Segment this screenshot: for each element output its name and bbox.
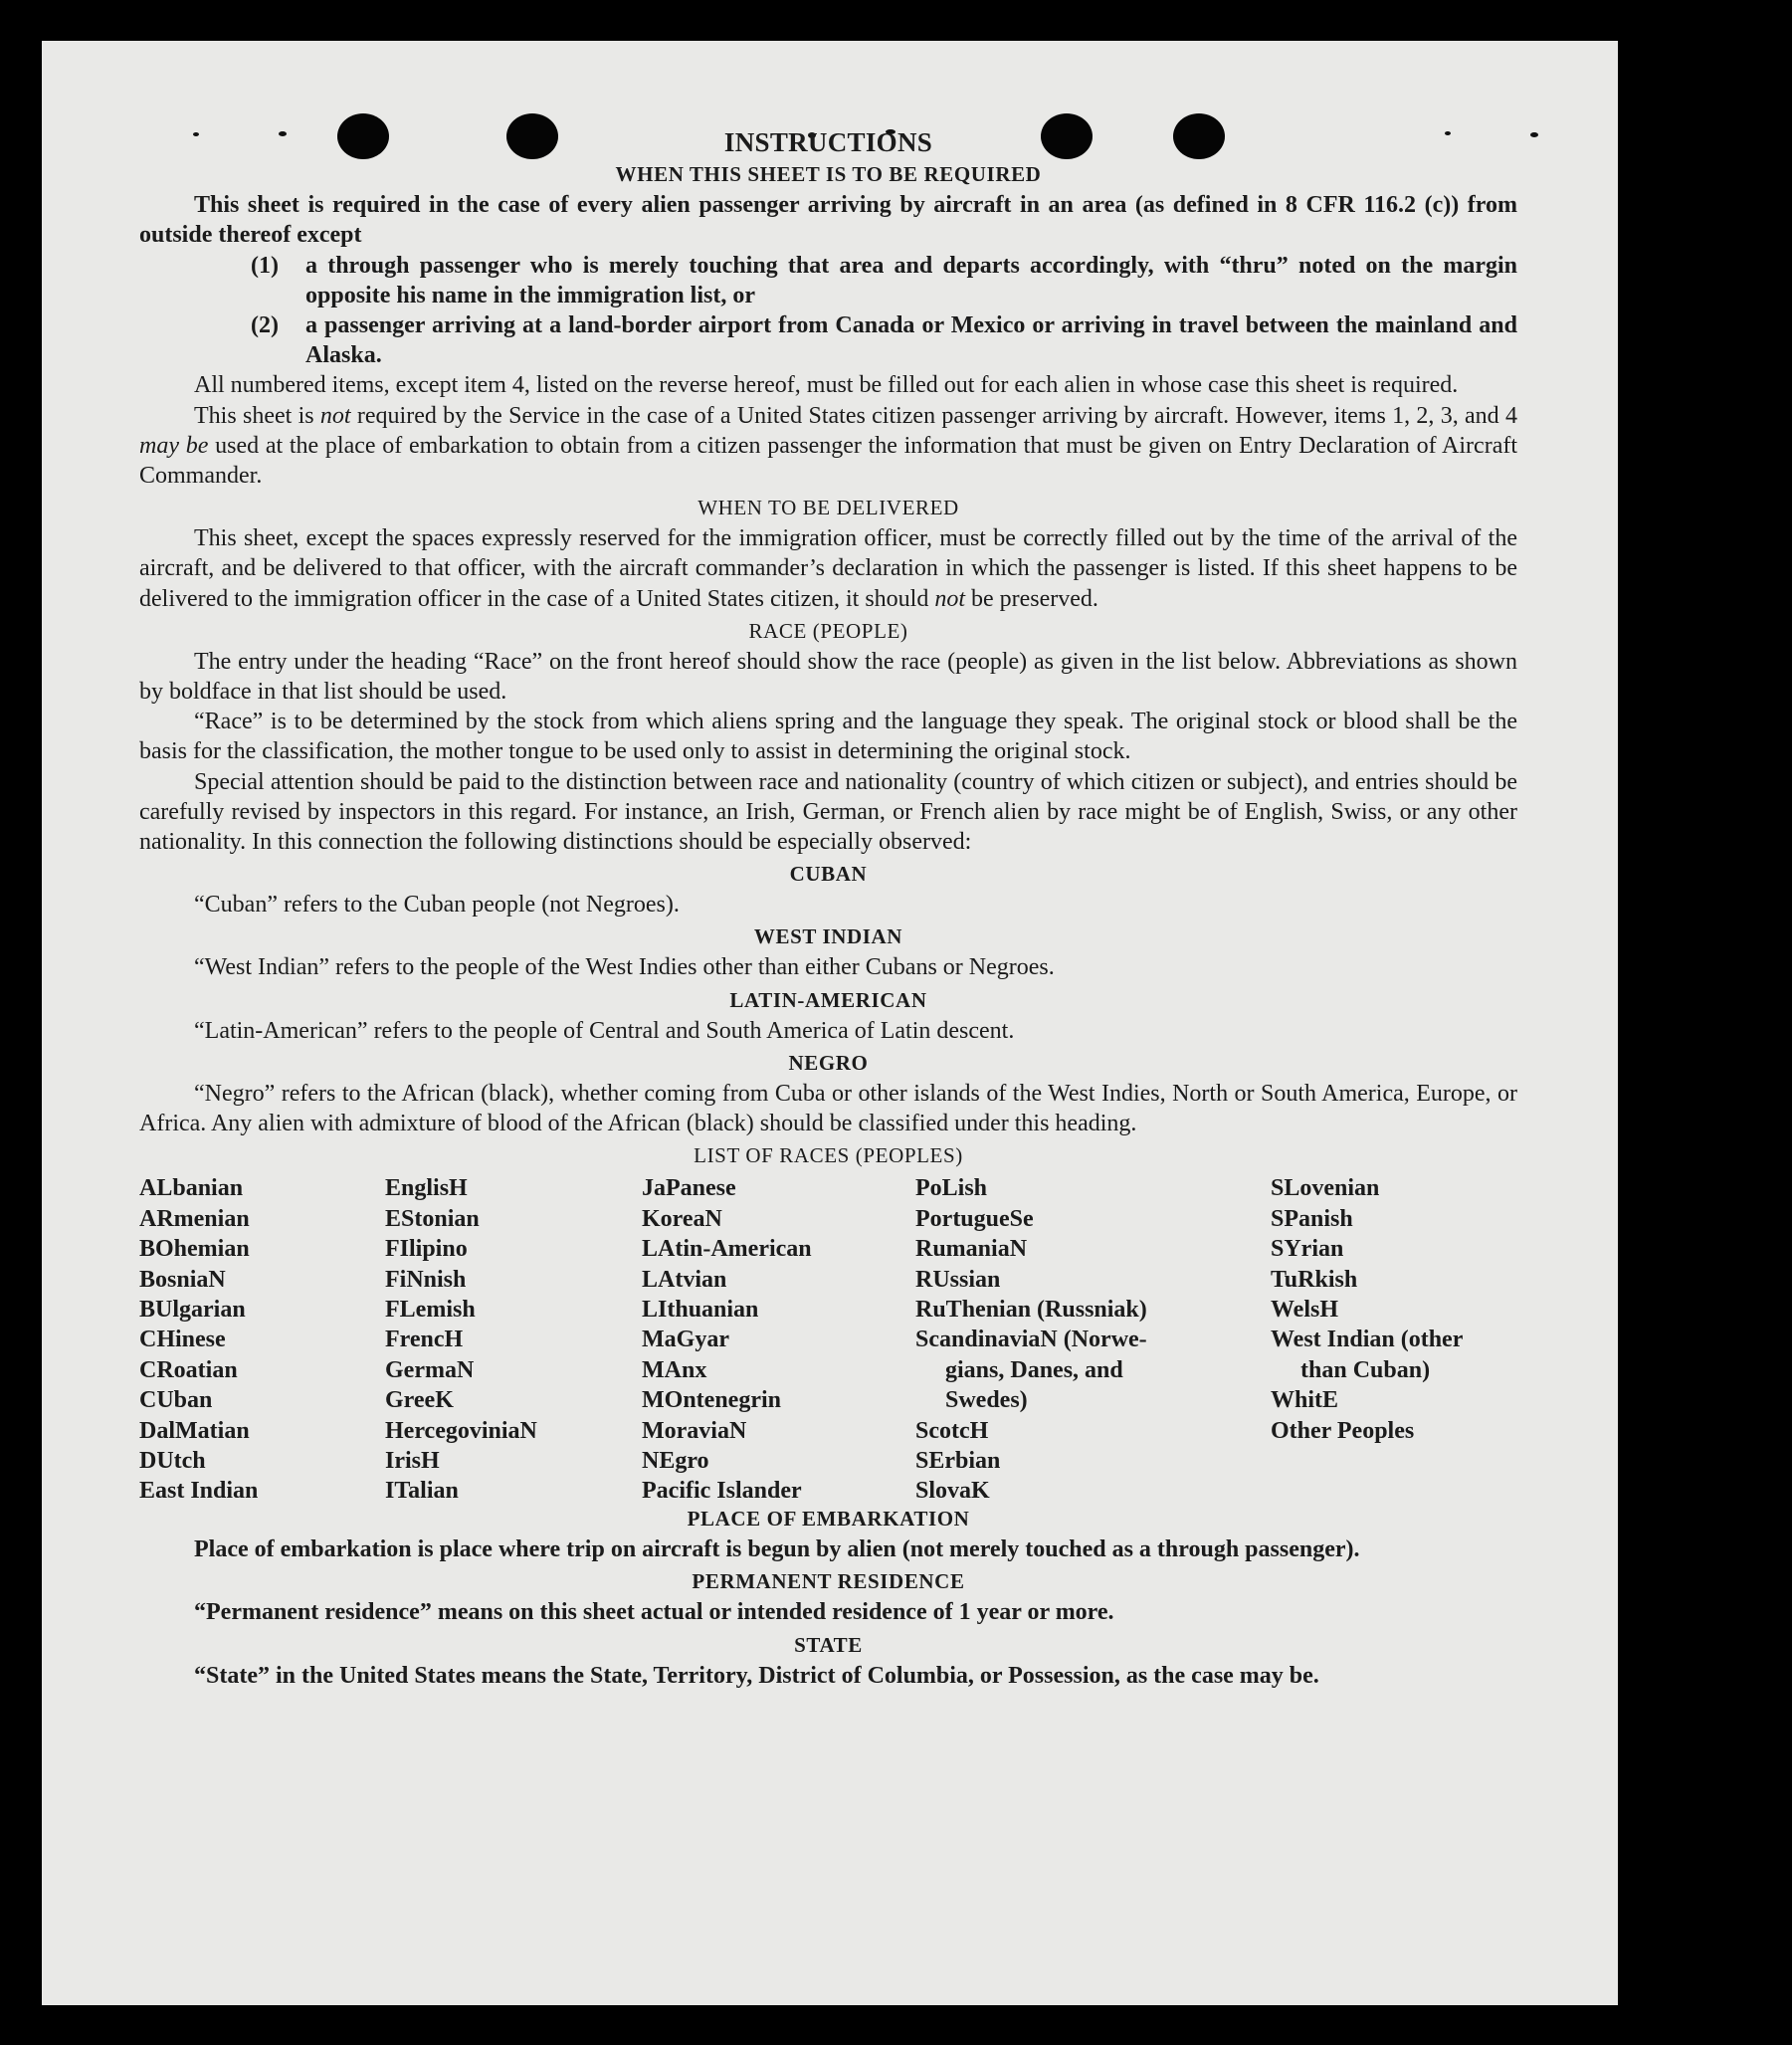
list-item: ScotcH: [915, 1417, 989, 1444]
list-item: LAtin-American: [642, 1236, 812, 1263]
race-column-5: [1271, 1173, 1463, 1446]
list-item: West Indian (other: [1271, 1327, 1464, 1353]
list-item: Other Peoples: [1271, 1417, 1415, 1444]
heading-list-of-races: LIST OF RACES (PEOPLES): [694, 1143, 963, 1168]
list-item: DalMatian: [139, 1417, 250, 1444]
heading-when-required: WHEN THIS SHEET IS TO BE REQUIRED: [615, 162, 1042, 187]
list-item: FIlipino: [385, 1236, 468, 1263]
paragraph-embarkation: Place of embarkation is place where trip on aircraft is begun by alien (not merely touched as a through passenger).: [194, 1536, 1360, 1563]
page-title: INSTRUCTIONS: [723, 127, 933, 157]
list-item: TuRkish: [1271, 1266, 1358, 1293]
race-column-3: [642, 1173, 812, 1506]
list-item: KoreaN: [642, 1205, 722, 1232]
list-item: LAtvian: [642, 1266, 727, 1293]
list-item: MAnx: [642, 1356, 707, 1383]
paragraph-state: “State” in the United States means the State, Territory, District of Columbia, or Possession, as the case may be.: [194, 1662, 1319, 1689]
race-column-2: [385, 1173, 537, 1506]
heading-negro: NEGRO: [788, 1050, 869, 1075]
speck: [1530, 132, 1538, 137]
list-of-races: [139, 1173, 1517, 1505]
list-item: RuThenian (Russniak): [915, 1296, 1147, 1323]
list-item: DUtch: [139, 1447, 206, 1474]
definition-west-indian: “West Indian” refers to the people of the West Indies other than either Cubans or Negroes.: [194, 954, 1055, 981]
list-item: LIthuanian: [642, 1296, 759, 1323]
list-item: ARmenian: [139, 1205, 250, 1232]
list-item: SErbian: [915, 1447, 1001, 1474]
list-item: ScandinaviaN (Norwe-: [915, 1327, 1147, 1353]
list-item-continuation: gians, Danes, and: [945, 1356, 1123, 1383]
heading-west-indian: WEST INDIAN: [753, 924, 903, 949]
paragraph-race-3: Special attention should be paid to the distinction between race and nationality (country of which citizen or subject), and entries should be carefully revised by inspectors in this regard. For instance, an Irish, German, or French alien by race might be of English, Swiss, or any other nationality. In this connection the following distinctions should be especially observed:: [139, 768, 1517, 856]
item-number: (2): [251, 312, 279, 339]
list-item: SYrian: [1271, 1236, 1344, 1263]
heading-permanent-residence: PERMANENT RESIDENCE: [692, 1569, 965, 1594]
paragraph-race-1: The entry under the heading “Race” on the front hereof should show the race (people) as given in the list below. Abbreviations as shown by boldface in that list should be used.: [139, 648, 1517, 706]
heading-cuban: CUBAN: [789, 862, 868, 887]
list-item: PoLish: [915, 1175, 988, 1202]
paragraph-permanent-residence: “Permanent residence” means on this sheet actual or intended residence of 1 year or more.: [194, 1599, 1114, 1626]
list-item-continuation: than Cuban): [1300, 1356, 1431, 1383]
list-item: IrisH: [385, 1447, 440, 1474]
list-item: East Indian: [139, 1478, 259, 1505]
heading-race: RACE (PEOPLE): [748, 618, 908, 643]
race-column-4: [915, 1173, 1147, 1506]
item-text: a passenger arriving at a land-border airport from Canada or Mexico or arriving in travel between the mainland and Alaska.: [305, 312, 1517, 369]
list-item: HercegoviniaN: [385, 1417, 537, 1444]
list-item: CUban: [139, 1387, 213, 1414]
list-item: SLovenian: [1271, 1175, 1380, 1202]
list-item: ALbanian: [139, 1175, 244, 1202]
paragraph-race-2: “Race” is to be determined by the stock from which aliens spring and the language they speak. The original stock or blood shall be the basis for the classification, the mother tongue to be used only to assist in determining the original stock.: [139, 709, 1517, 765]
heading-when-delivered: WHEN TO BE DELIVERED: [697, 496, 959, 520]
list-item: WhitE: [1271, 1387, 1339, 1414]
list-item: BosniaN: [139, 1266, 226, 1293]
list-item-continuation: Swedes): [945, 1387, 1028, 1414]
list-item: BUlgarian: [139, 1296, 246, 1323]
list-item: FrencH: [385, 1327, 464, 1353]
paragraph-citizen: This sheet is not required by the Service in the case of a United States citizen passenger arriving by aircraft. However, items 1, 2, 3, and 4 may be used at the place of embarkation to obtain from a citizen passenger the information that must be given on Entry Declaration of Aircraft Commander.: [139, 402, 1518, 490]
list-item: RumaniaN: [915, 1236, 1028, 1263]
list-item: GermaN: [385, 1356, 475, 1383]
list-item: Pacific Islander: [642, 1478, 802, 1505]
item-number: (1): [251, 252, 279, 279]
definition-negro: “Negro” refers to the African (black), whether coming from Cuba or other islands of the West Indies, North or South America, Europe, or Africa. Any alien with admixture of blood of the African (black) should be classified under this heading.: [139, 1080, 1517, 1137]
list-item: JaPanese: [642, 1175, 736, 1202]
list-item: ITalian: [385, 1478, 459, 1505]
paragraph-required-intro: This sheet is required in the case of every alien passenger arriving by aircraft in an area (as defined in 8 CFR 116.2 (c)) from outside thereof except: [139, 192, 1517, 249]
instructions-content: [139, 123, 1517, 1691]
heading-latin-american: LATIN-AMERICAN: [729, 987, 927, 1012]
heading-embarkation: PLACE OF EMBARKATION: [687, 1507, 970, 1532]
list-item: FiNnish: [385, 1266, 467, 1293]
list-item: BOhemian: [139, 1236, 250, 1263]
list-item: MOntenegrin: [642, 1387, 781, 1414]
list-item: SlovaK: [915, 1478, 990, 1505]
list-item: EnglisH: [385, 1175, 468, 1202]
list-item: NEgro: [642, 1447, 709, 1474]
race-column-1: [139, 1173, 258, 1506]
list-item: MoraviaN: [642, 1417, 747, 1444]
list-item: MaGyar: [642, 1327, 729, 1353]
paragraph-delivery: This sheet, except the spaces expressly reserved for the immigration officer, must be correctly filled out by the time of the arrival of the aircraft, and be delivered to that officer, with the aircraft commander’s declaration in which the passenger is listed. If this sheet happens to be delivered to the immigration officer in the case of a United States citizen, it should not be preserved.: [139, 525, 1517, 612]
list-item: WelsH: [1271, 1296, 1339, 1323]
list-item: SPanish: [1271, 1205, 1353, 1232]
paragraph-numbered-items: All numbered items, except item 4, listed on the reverse hereof, must be filled out for each alien in whose case this sheet is required.: [194, 372, 1459, 399]
list-item: GreeK: [385, 1387, 454, 1414]
list-item: CRoatian: [139, 1356, 238, 1383]
exception-item-1: [139, 251, 1517, 310]
list-item: FLemish: [385, 1296, 476, 1323]
definition-latin-american: “Latin-American” refers to the people of Central and South America of Latin descent.: [194, 1017, 1015, 1044]
list-item: CHinese: [139, 1327, 226, 1353]
list-item: EStonian: [385, 1205, 480, 1232]
heading-state: STATE: [794, 1632, 863, 1657]
list-item: PortugueSe: [915, 1205, 1034, 1232]
list-item: RUssian: [915, 1266, 1001, 1293]
exception-item-2: [139, 310, 1517, 370]
definition-cuban: “Cuban” refers to the Cuban people (not Negroes).: [194, 892, 680, 919]
item-text: a through passenger who is merely touching that area and departs accordingly, with “thru” noted on the margin opposite his name in the immigration list, or: [305, 252, 1517, 308]
